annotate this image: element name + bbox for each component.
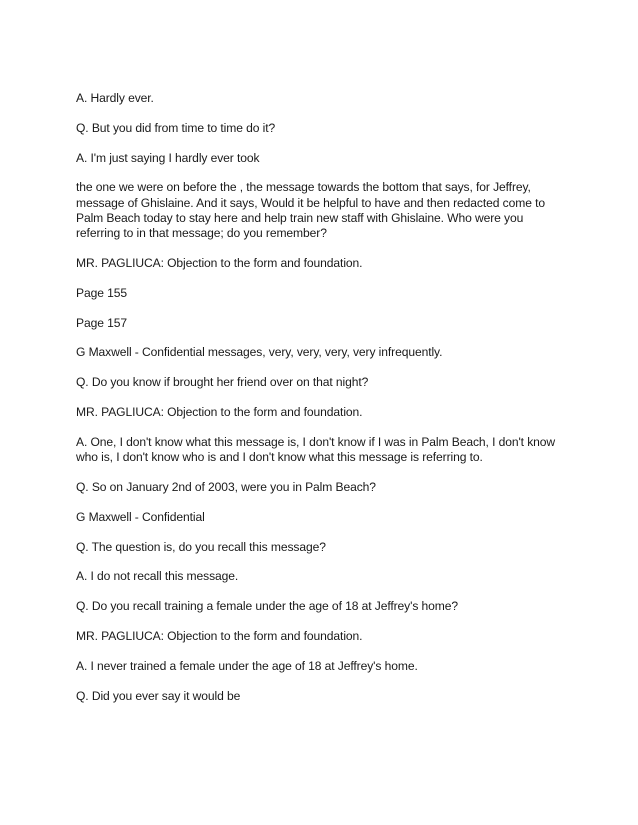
transcript-line: MR. PAGLIUCA: Objection to the form and foundation. <box>76 628 363 643</box>
transcript-line: Q. Do you recall training a female under the age of 18 at Jeffrey's home? <box>76 599 459 614</box>
transcript-body <box>76 91 566 718</box>
transcript-line: A. Hardly ever. <box>76 91 154 105</box>
confidential-header: G Maxwell - Confidential <box>76 509 205 524</box>
transcript-line: A. I'm just saying I hardly ever took <box>76 150 260 165</box>
transcript-line: MR. PAGLIUCA: Objection to the form and foundation. <box>76 256 363 271</box>
transcript-line: Q. So on January 2nd of 2003, were you in Palm Beach? <box>76 479 376 494</box>
transcript-line: MR. PAGLIUCA: Objection to the form and foundation. <box>76 405 363 420</box>
transcript-line: A. I do not recall this message. <box>76 569 239 584</box>
confidential-header: G Maxwell - Confidential messages, very, very, very, very infrequently. <box>76 345 443 360</box>
page-marker: Page 157 <box>76 315 127 330</box>
transcript-paragraph: A. One, I don't know what this message is, I don't know if I was in Palm Beach, I don't know who is, I don't know who is and I don't know what this message is referring to. <box>76 434 556 465</box>
transcript-line: Q. But you did from time to time do it? <box>76 120 276 135</box>
transcript-paragraph: the one we were on before the , the message towards the bottom that says, for Jeffrey, message of Ghislaine. And it says, Would it be helpful to have and then redacted come to Palm Beach today to stay here and help train new staff with Ghislaine. Who were you referring to in that message; do you remember? <box>76 180 545 241</box>
transcript-line: Q. Did you ever say it would be <box>76 688 241 703</box>
transcript-line: Q. The question is, do you recall this message? <box>76 539 326 554</box>
page-marker: Page 155 <box>76 285 127 300</box>
transcript-line: Q. Do you know if brought her friend over on that night? <box>76 375 369 390</box>
transcript-line: A. I never trained a female under the age of 18 at Jeffrey's home. <box>76 658 418 673</box>
